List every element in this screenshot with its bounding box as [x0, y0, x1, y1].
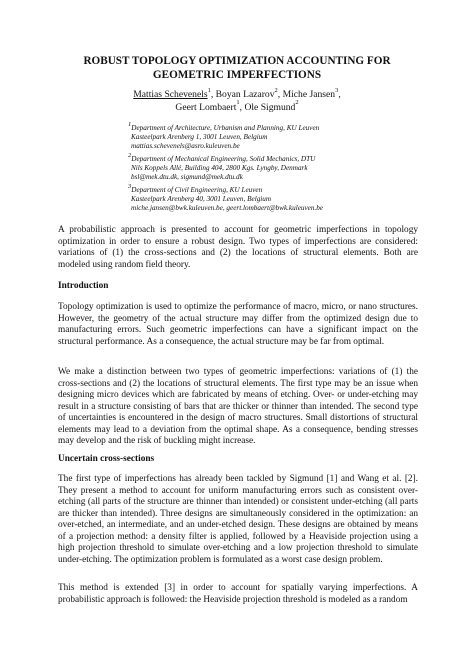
- author-separator: ,: [338, 89, 341, 100]
- title-line-2: GEOMETRIC IMPERFECTIONS: [152, 69, 322, 81]
- author-name: Boyan Lazarov: [215, 89, 275, 100]
- affiliation-2: [128, 151, 428, 183]
- affiliation-line: Nils Koppels Allé, Building 404, 2800 Kgs. Lyngby, Denmark: [131, 164, 308, 173]
- affiliation-line: [128, 120, 428, 133]
- intro-paragraph-2: We make a distinction between two types of geometric imperfections: variations of (1) the cross-sections and (2) the locations of structural elements. The first type may be an issue when designing micro devices which are fabricated by means of etching. Over- or under-etching may result in a structure consisting of bars that are thicker or thinner than intended. The second type of uncertainties is encountered in the design of macro structures. Small distortions of structural elements may lead to a deviation from the optimal shape. As a consequence, bending stresses may develop and the risk of buckling might increase.: [58, 367, 418, 446]
- section-heading-introduction: Introduction: [58, 281, 109, 291]
- author-affil-sup: 1: [236, 99, 240, 107]
- author-affil-sup: 2: [295, 99, 299, 107]
- affiliation-line: Kasteelpark Arenberg 1, 3001 Leuven, Belgium: [131, 133, 268, 142]
- affiliation-text: Department of Architecture, Urbanism and Planning, KU Leuven: [131, 124, 320, 132]
- affiliation-sup: 1: [128, 120, 132, 128]
- affiliation-text: Department of Civil Engineering, KU Leuven: [131, 186, 263, 194]
- author-separator: ,: [277, 89, 283, 100]
- author-name: Geert Lombaert: [175, 101, 237, 113]
- affiliation-email: miche.jansen@bwk.kuleuven.be, geert.lombaert@bwk.kuleuven.be: [131, 204, 324, 213]
- author-separator: ,: [239, 101, 245, 113]
- abstract-paragraph: A probabilistic approach is presented to account for geometric imperfections in topology optimization in order to ensure a robust design. Two types of imperfections are considered: variations of (1) the cross-sections and (2) the locations of structural elements. Both are modeled using random field theory.: [58, 225, 418, 270]
- affiliation-1: [128, 120, 428, 152]
- affiliation-sup: 2: [128, 151, 132, 159]
- author-affil-sup: 3: [335, 86, 339, 94]
- affiliation-line: Kasteelpark Arenberg 40, 3001 Leuven, Belgium: [131, 195, 272, 204]
- author-affil-sup: 1: [207, 86, 211, 94]
- affiliation-text: Department of Mechanical Engineering, Solid Mechanics, DTU: [131, 155, 316, 163]
- affiliation-email: mattias.schevenels@asro.kuleuven.be: [131, 142, 240, 151]
- affiliation-line: [128, 182, 428, 195]
- paper-title: [40, 54, 434, 82]
- author-name: Miche Jansen: [282, 89, 336, 100]
- section-heading-uncertain-cross-sections: Uncertain cross-sections: [58, 454, 155, 464]
- affiliation-email: bsl@mek.dtu.dk, sigmund@mek.dtu.dk: [131, 173, 243, 182]
- intro-paragraph-1: Topology optimization is used to optimize the performance of macro, micro, or nano structures. However, the geometry of the actual structure may differ from the optimized design due to manufacturing errors. Such geometric imperfections can have a significant impact on the structural performance. As a consequence, the actual structure may be far from optimal.: [58, 302, 418, 347]
- affiliation-line: [128, 151, 428, 164]
- affiliation-3: [128, 182, 428, 214]
- uncertain-cross-sections-paragraph-2: This method is extended [3] in order to account for spatially varying imperfections. A probabilistic approach is followed: the Heaviside projection threshold is modeled as a random: [58, 583, 418, 605]
- author-separator: ,: [210, 89, 216, 100]
- uncertain-cross-sections-paragraph-1: The first type of imperfections has already been tackled by Sigmund [1] and Wang et al. [2]. They present a method to account for uniform manufacturing errors such as consistent over-etching (all parts of the structure are thinner than intended) or consistent under-etching (all parts are thicker than intended). Three designs are simultaneously considered in the optimization: an over-etched, an intermediate, and an under-etched design. These designs are obtained by means of a projection method: a density filter is applied, followed by a Heaviside projection using a high projection threshold to simulate over-etching and a low projection threshold to simulate under-etching. The optimization problem is formulated as a worst case design problem.: [58, 474, 418, 565]
- affiliation-sup: 3: [128, 182, 132, 190]
- author-name: Mattias Schevenels: [133, 89, 208, 100]
- author-line-2: [60, 99, 414, 115]
- title-line-1: ROBUST TOPOLOGY OPTIMIZATION ACCOUNTING FOR: [83, 55, 391, 67]
- author-list: [60, 86, 414, 114]
- author-name: Ole Sigmund: [244, 101, 296, 113]
- author-affil-sup: 2: [274, 86, 278, 94]
